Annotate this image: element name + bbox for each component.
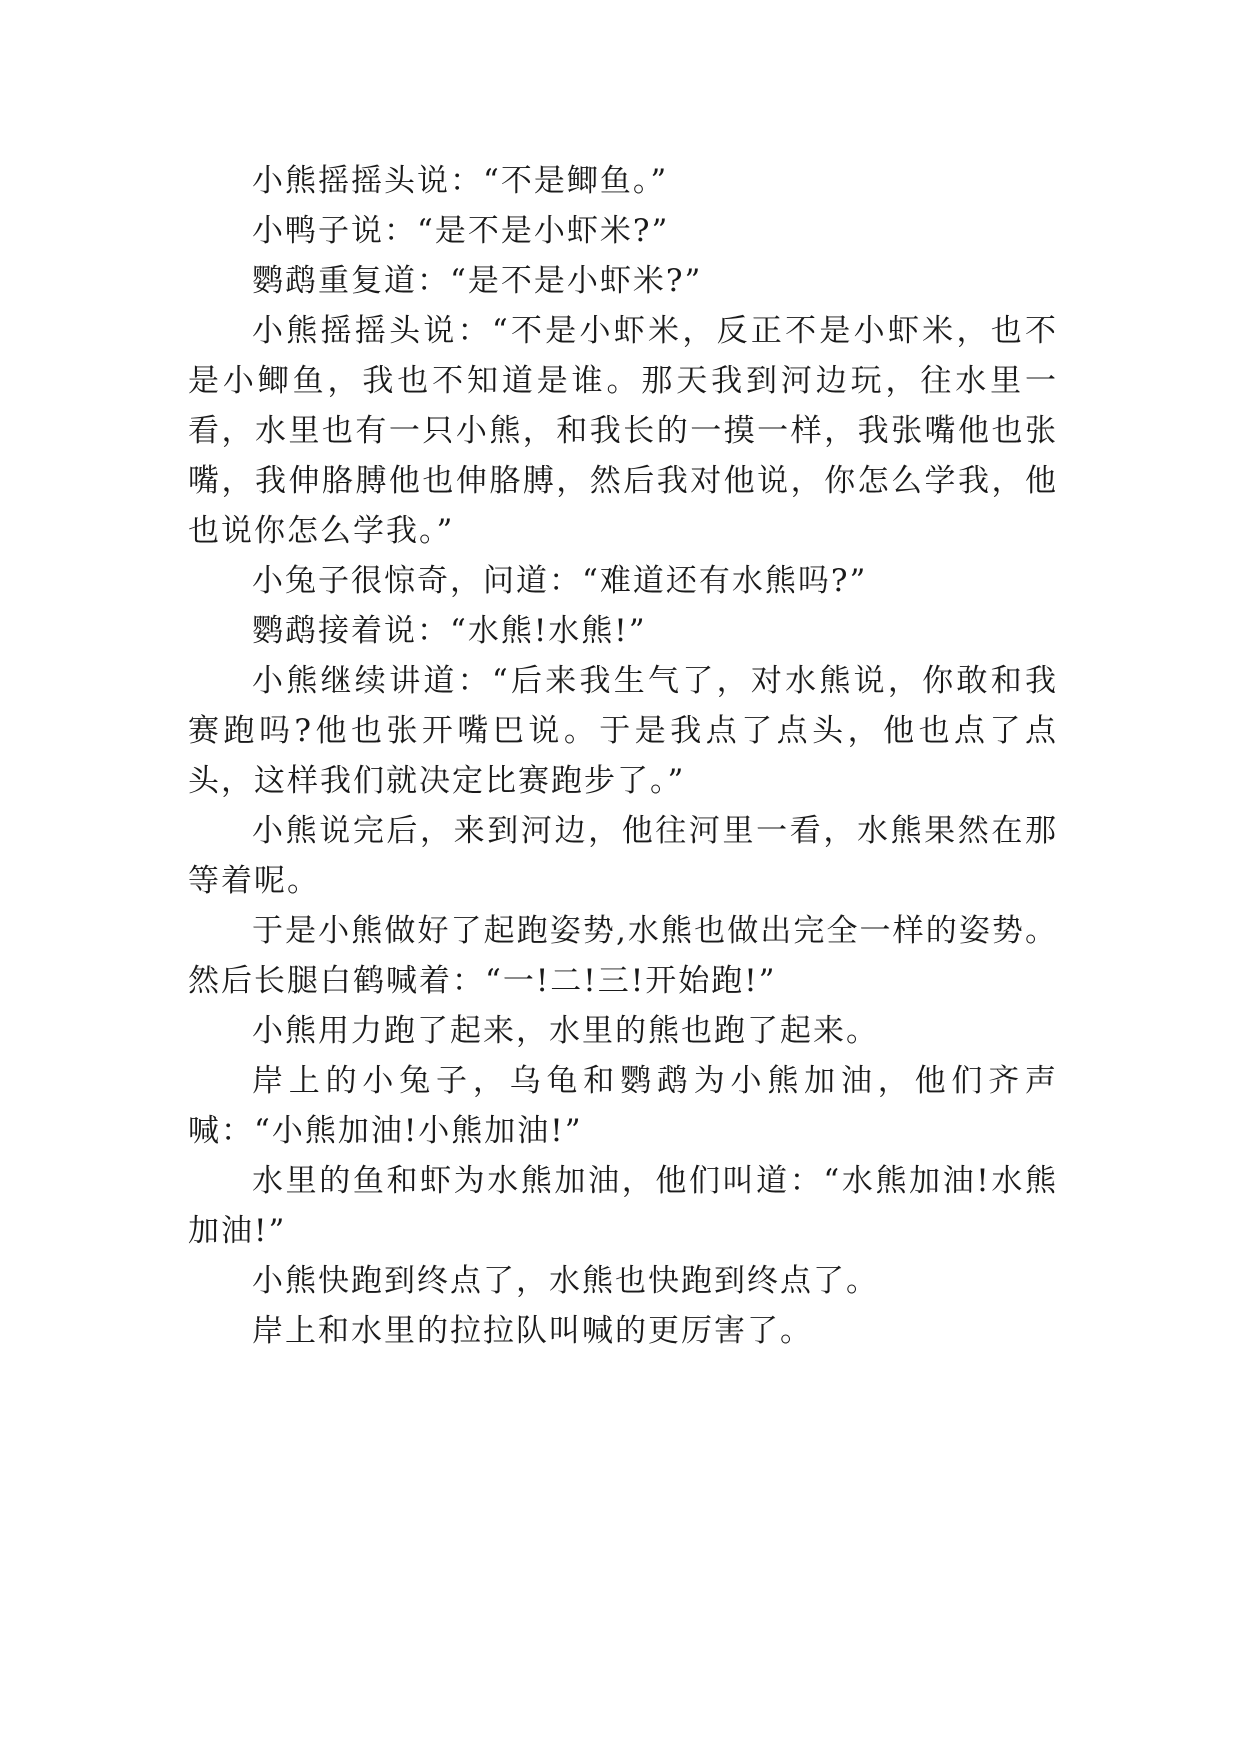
paragraph: 小熊快跑到终点了，水熊也快跑到终点了。 [252, 1263, 879, 1299]
paragraph: 小熊摇摇头说：“不是鲫鱼。” [252, 163, 669, 199]
paragraph: 小熊说完后，来到河边，他往河里一看，水熊果然在那等着呢。 [188, 813, 1058, 899]
paragraph: 小熊继续讲道：“后来我生气了，对水熊说，你敢和我赛跑吗?他也张开嘴巴说。于是我点了点头，他也点了点头，这样我们就决定比赛跑步了。” [188, 663, 1058, 799]
paragraph: 水里的鱼和虾为水熊加油，他们叫道：“水熊加油!水熊加油!” [188, 1163, 1058, 1249]
paragraph: 于是小熊做好了起跑姿势,水熊也做出完全一样的姿势。然后长腿白鹤喊着：“一!二!三!开始跑!” [188, 913, 1058, 999]
paragraph: 岸上和水里的拉拉队叫喊的更厉害了。 [252, 1313, 813, 1349]
story-text [188, 156, 1058, 1356]
paragraph: 小熊用力跑了起来，水里的熊也跑了起来。 [252, 1013, 879, 1049]
paragraph: 小兔子很惊奇，问道：“难道还有水熊吗?” [252, 563, 868, 599]
paragraph: 鹦鹉接着说：“水熊!水熊!” [252, 613, 647, 649]
paragraph: 岸上的小兔子，乌龟和鹦鹉为小熊加油，他们齐声喊：“小熊加油!小熊加油!” [188, 1063, 1058, 1149]
paragraph: 小熊摇摇头说：“不是小虾米，反正不是小虾米，也不是小鲫鱼，我也不知道是谁。那天我到河边玩，往水里一看，水里也有一只小熊，和我长的一摸一样，我张嘴他也张嘴，我伸胳膊他也伸胳膊，然后我对他说，你怎么学我，他也说你怎么学我。” [188, 313, 1058, 549]
paragraph: 鹦鹉重复道：“是不是小虾米?” [252, 263, 703, 299]
paragraph: 小鸭子说：“是不是小虾米?” [252, 213, 670, 249]
